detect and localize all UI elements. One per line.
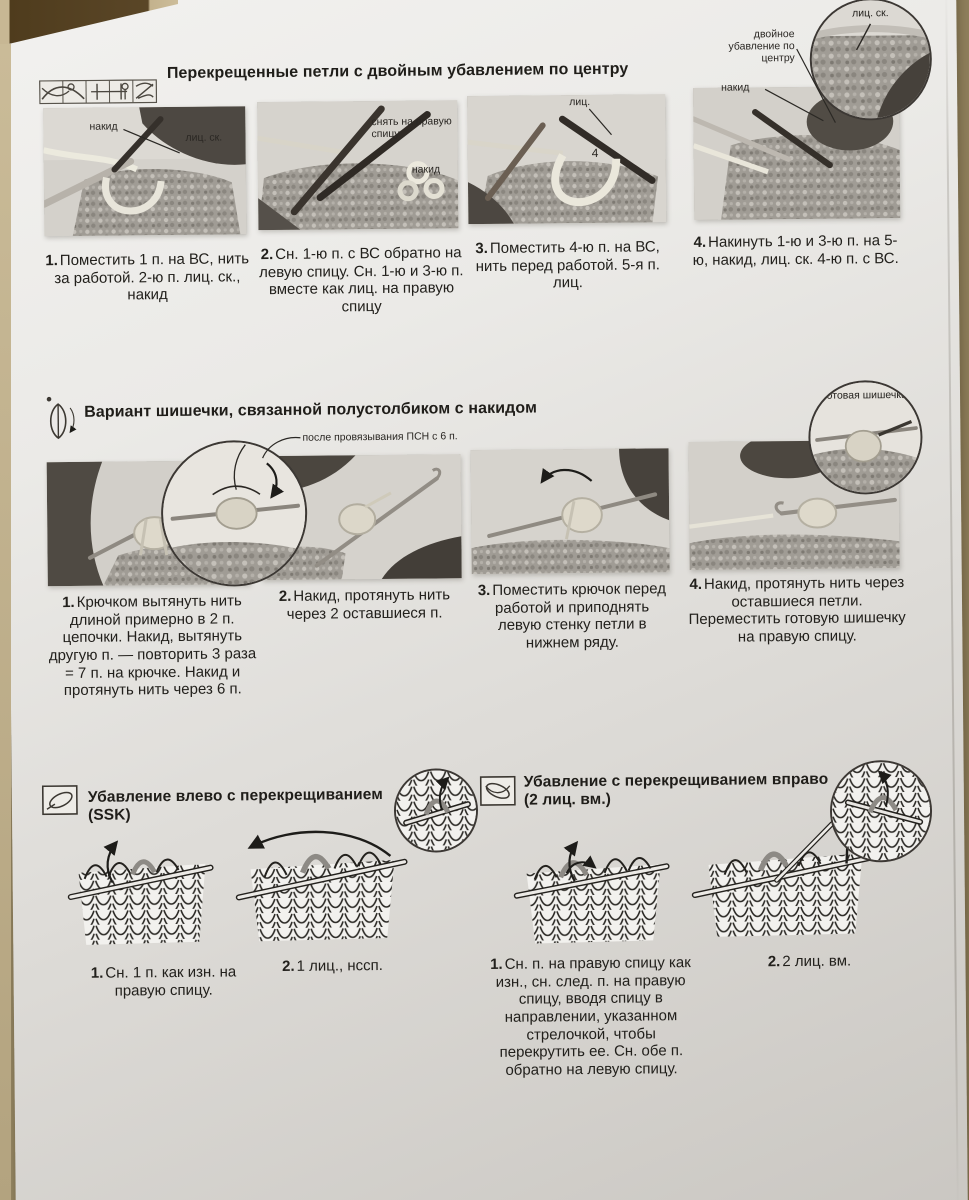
- annotation-psn: после провязывания ПСН с 6 п.: [302, 430, 458, 444]
- title-line2: (2 лиц. вм.): [523, 790, 612, 809]
- ssk-symbol-icon: [42, 785, 78, 815]
- closeup-inset-finished-bobble: [808, 380, 923, 495]
- caption-k2tog-step2: 2. 2 лиц. вм.: [767, 952, 852, 971]
- closeup-inset-lic-sk: [809, 0, 932, 121]
- caption-ssk-step2: 2. 1 лиц., нссп.: [281, 957, 383, 975]
- section1-title: Перекрещенные петли с двойным убавлением по центру: [166, 60, 629, 83]
- diagram-ssk-step2: [224, 822, 413, 946]
- k2tog-symbol-icon: [480, 776, 516, 806]
- diagram-k2tog-step1: [504, 834, 677, 948]
- closeup-inset-psn: [160, 440, 307, 587]
- annotation-double-decrease: двойное убавление по центру: [728, 28, 795, 64]
- photo-bobble-step3: [471, 448, 670, 574]
- photo-step1: [43, 106, 246, 236]
- section3-left-title: Убавление влево с перекрещиванием (SSK): [87, 785, 383, 824]
- inset-label: лиц. ск.: [851, 7, 889, 20]
- photo-step3: [467, 94, 666, 224]
- caption-ssk-step1: 1. Сн. 1 п. как изн. на правую спицу.: [90, 963, 237, 1000]
- table-background-strip: [0, 44, 11, 1200]
- page-edge: [945, 0, 959, 1200]
- closeup-inset-k2tog: [830, 760, 933, 863]
- bobble-symbol-icon: [44, 394, 76, 442]
- diagram-ssk-step1: [60, 834, 219, 951]
- caption-bobble-step4: 4. Накид, протянуть нить через оставшиеся петли. Переместить готовую шишечку на правую спицу.: [688, 573, 906, 646]
- caption-step1: 1. Поместить 1 п. на ВС, нить за работой. 2-ю п. лиц. ск., накид: [45, 250, 250, 304]
- caption-bobble-step2: 2. Накид, протянуть нить через 2 оставшиеся п.: [278, 586, 451, 623]
- knitting-chart-icon: [39, 79, 157, 106]
- caption-step3: 3. Поместить 4-ю п. на ВС, нить перед работой. 5-я п. лиц.: [475, 238, 660, 292]
- annotation-nakid: накид: [721, 81, 750, 94]
- caption-k2tog-step1: 1. Сн. п. на правую спицу как изн., сн. след. п. на правую спицу, вводя спицу в направлении, указанном стрелочкой, чтобы перекрутить ее. Сн. обе п. обратно на левую спицу.: [490, 954, 691, 1079]
- inset-label: готовая шишечка: [822, 388, 908, 402]
- caption-bobble-step1: 1. Крючком вытянуть нить длиной примерно в 2 п. цепочки. Накид, вытянуть другую п. — повторить 3 раза = 7 п. на крючке. Накид и протянуть нить через 6 п.: [48, 592, 257, 700]
- caption-bobble-step3: 3. Поместить крючок перед работой и приподнять левую стенку петли в нижнем ряду.: [477, 580, 667, 652]
- title-line1: Убавление с перекрещиванием вправо: [523, 770, 829, 791]
- label-4-photo3: 4: [591, 145, 599, 160]
- label-nakid-photo1: накид: [89, 120, 118, 133]
- caption-step2: 2. Сн. 1-ю п. с ВС обратно на левую спицу. Сн. 1-ю и 3-ю п. вместе как лиц. на правую спицу: [259, 244, 464, 316]
- closeup-inset-ssk: [394, 768, 479, 853]
- label-nakid-photo2: накид: [411, 163, 441, 176]
- book-page: [4, 0, 968, 1200]
- section2-title: Вариант шишечки, связанной полустолбиком с накидом: [84, 399, 538, 421]
- label-lic-photo3: лиц.: [569, 95, 591, 109]
- caption-step4: 4. Накинуть 1-ю и 3-ю п. на 5-ю, накид, лиц. ск. 4-ю п. с ВС.: [692, 232, 899, 269]
- label-lic-sk-photo1: лиц. ск.: [185, 131, 223, 144]
- section3-right-title: [524, 770, 854, 809]
- label-snyat-photo2: снять на правую спицу: [371, 115, 452, 140]
